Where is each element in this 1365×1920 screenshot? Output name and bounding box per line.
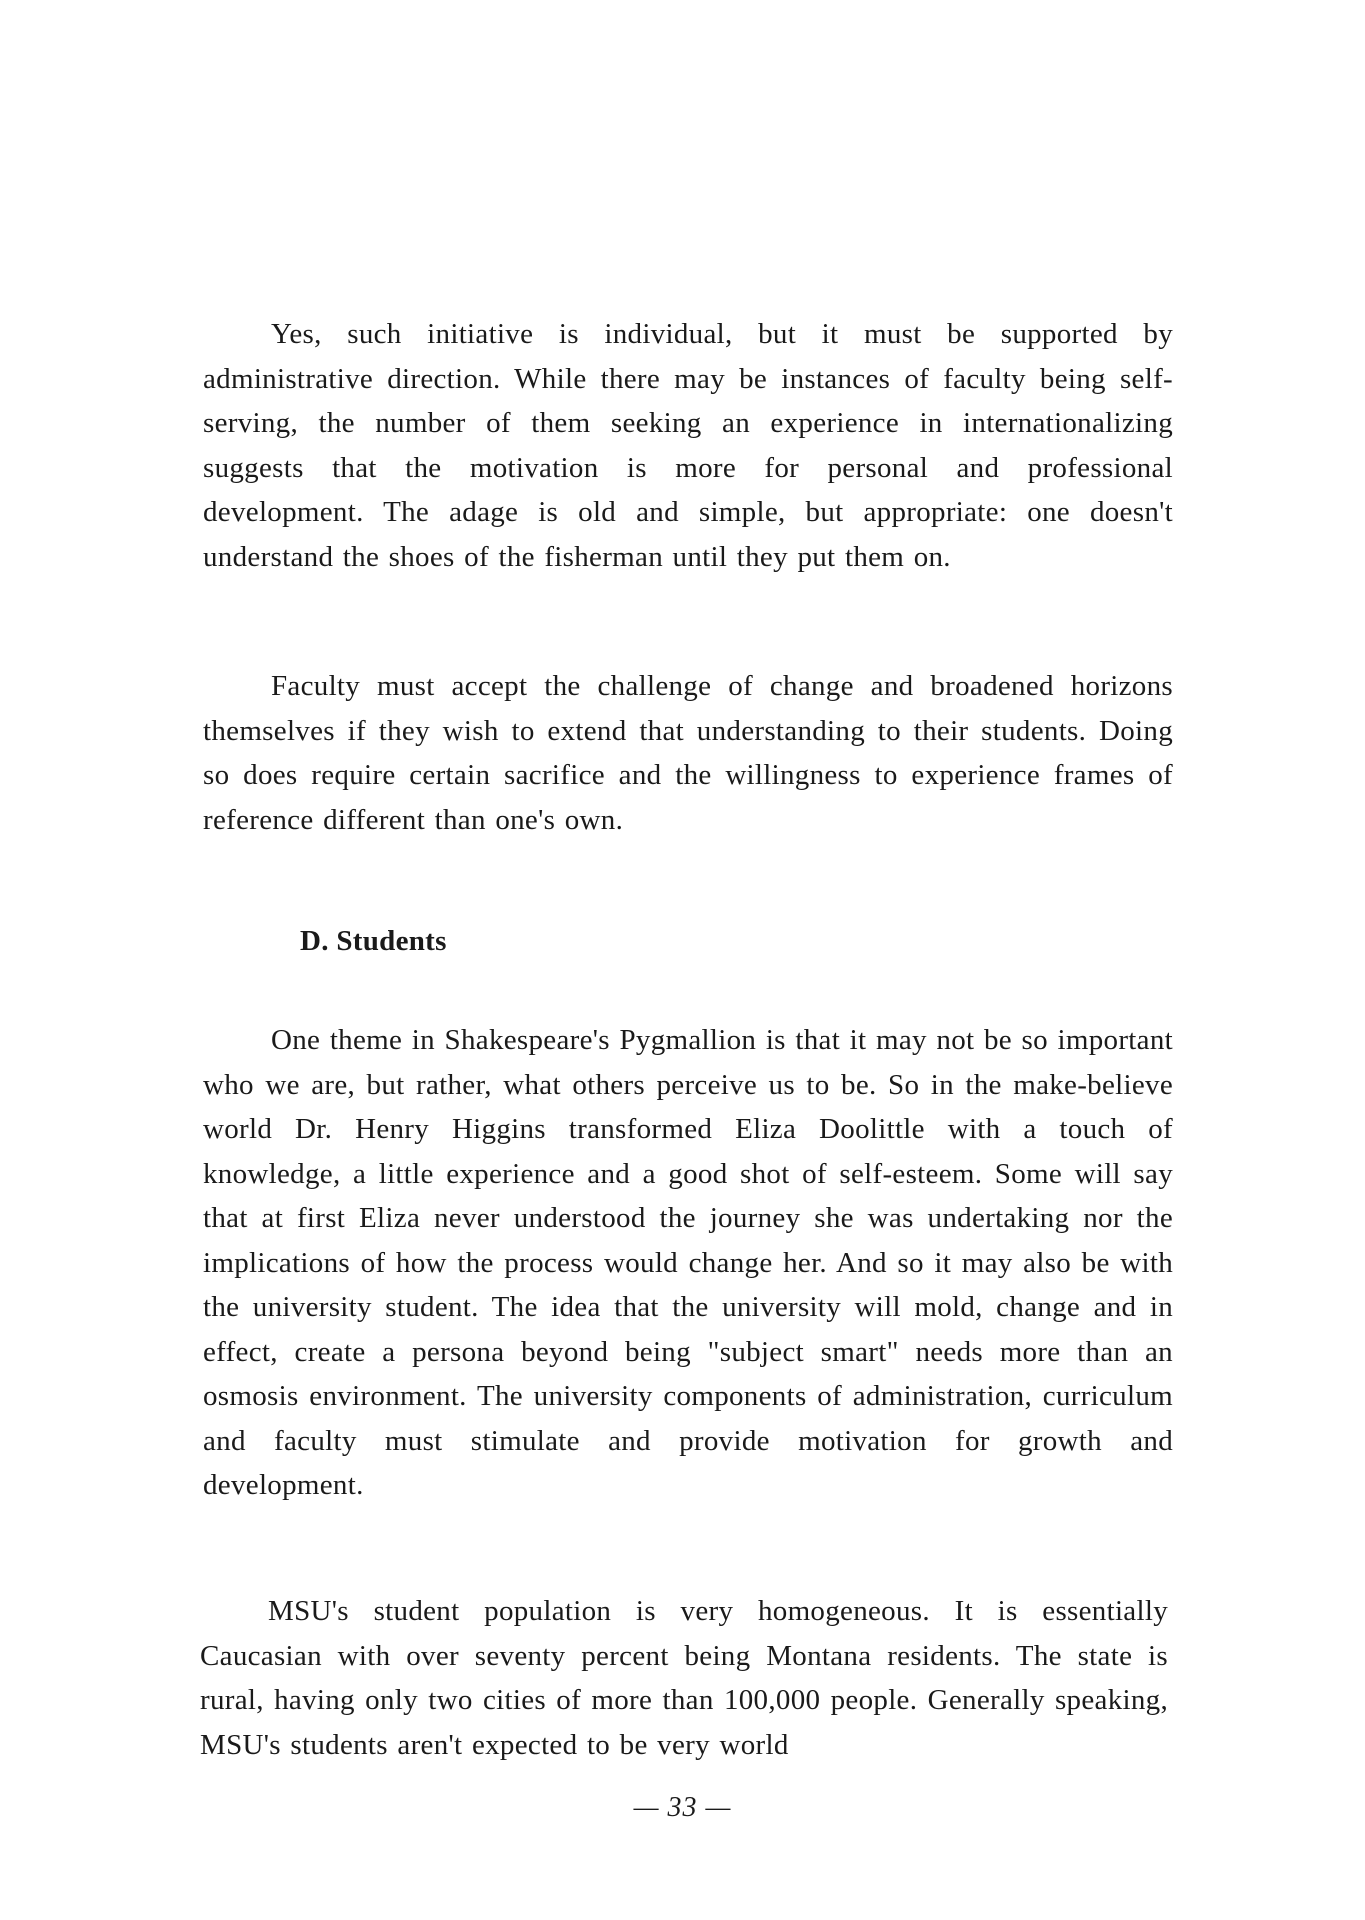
paragraph-pygmalion: One theme in Shakespeare's Pygmallion is that it may not be so important who we are, but rather, what others perceive us to be. So in the make-believe world Dr. Henry Higgins transformed Eliza Doolittle with a touch of knowledge, a little experience and a good shot of self-esteem. Some will say that at first Eliza never understood the journey she was undertaking nor the implications of how the process would change her. And so it may also be with the university student. The idea that the university will mold, change and in effect, create a persona beyond being "subject smart" needs more than an osmosis environment. The university components of administration, curriculum and faculty must stimulate and provide motivation for growth and development.	[203, 1024, 1173, 1501]
paragraph-msu-students: MSU's student population is very homogeneous. It is essentially Caucasian with over seventy percent being Montana residents. The state is rural, having only two cities of more than 100,000 people. Generally speaking, MSU's students aren't expected to be very world	[200, 1595, 1168, 1761]
page-number: — 33 —	[633, 1792, 732, 1823]
paragraph-faculty-initiative: Yes, such initiative is individual, but it must be supported by administrative direction. While there may be instances of faculty being self-serving, the number of them seeking an experience in internationalizing suggests that the motivation is more for personal and professional development. The adage is old and simple, but appropriate: one doesn't understand the shoes of the fisherman until they put them on.	[203, 318, 1173, 573]
paragraph-faculty-challenge: Faculty must accept the challenge of change and broadened horizons themselves if they wish to extend that understanding to their students. Doing so does require certain sacrifice and the willingness to experience frames of reference different than one's own.	[203, 670, 1173, 836]
section-heading: D. Students	[300, 925, 447, 957]
